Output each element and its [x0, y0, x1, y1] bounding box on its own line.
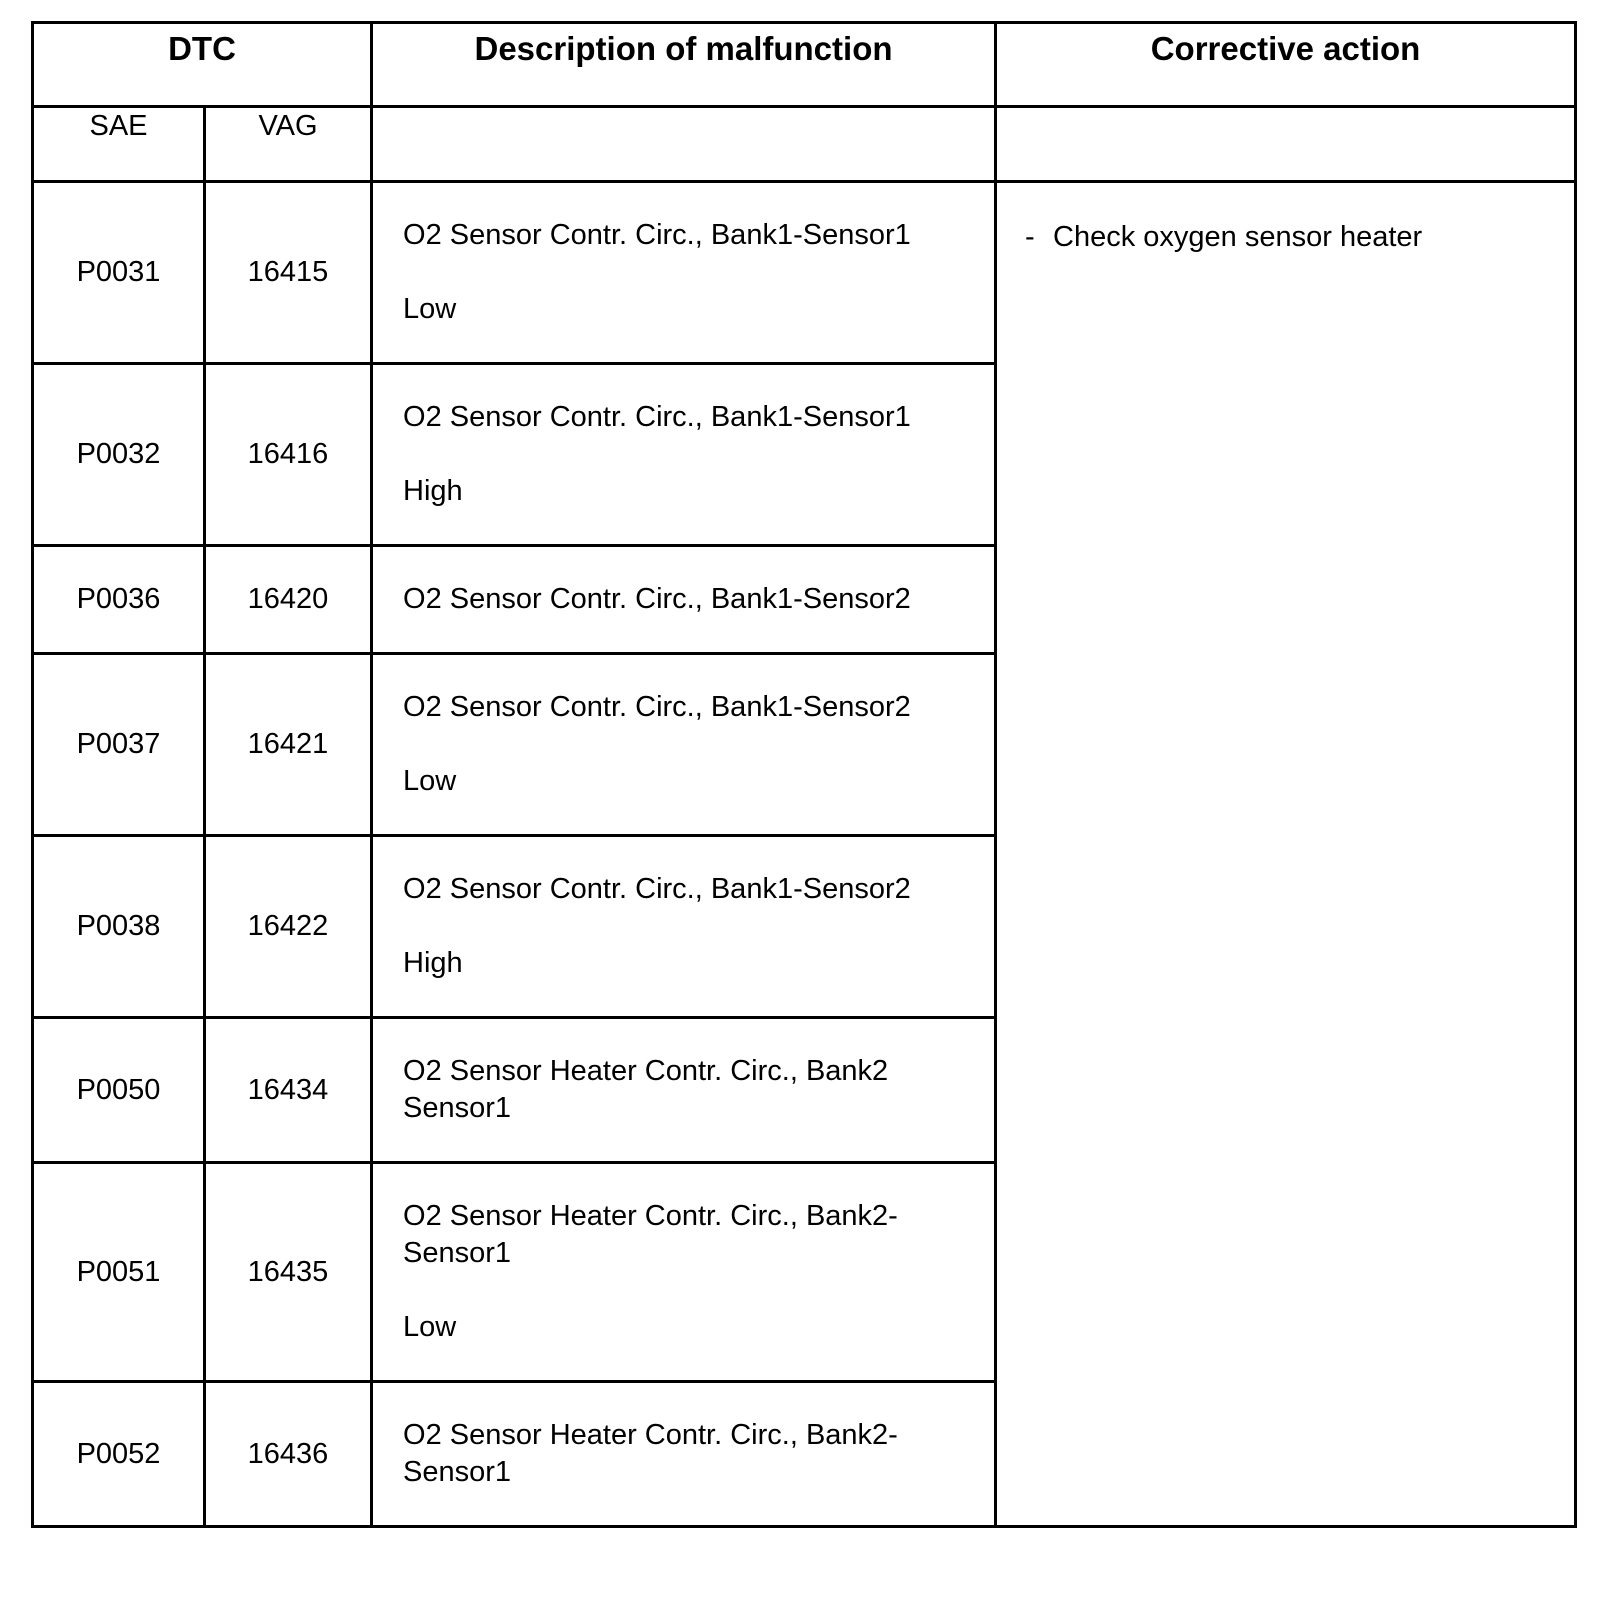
sae-code: P0031: [33, 182, 205, 364]
header-row: [33, 23, 1576, 107]
sae-code: P0037: [33, 654, 205, 836]
action-subheader: [996, 107, 1576, 182]
description-header: Description of malfunction: [372, 23, 996, 107]
vag-code: 16421: [205, 654, 372, 836]
vag-code: 16420: [205, 546, 372, 654]
dtc-table: [31, 21, 1577, 1528]
vag-code: 16422: [205, 836, 372, 1018]
sae-code: P0051: [33, 1163, 205, 1382]
vag-header: VAG: [205, 107, 372, 182]
vag-code: 16416: [205, 364, 372, 546]
malfunction-description: [372, 182, 996, 364]
sae-code: P0038: [33, 836, 205, 1018]
malfunction-description: [372, 1163, 996, 1382]
description-text: O2 Sensor Heater Contr. Circ., Bank2-Sensor1: [403, 1200, 898, 1269]
malfunction-description: [372, 546, 996, 654]
vag-code: 16436: [205, 1382, 372, 1527]
table-row: [33, 182, 1576, 364]
malfunction-description: [372, 836, 996, 1018]
description-text: O2 Sensor Contr. Circ., Bank1-Sensor1: [403, 401, 911, 433]
vag-code: 16415: [205, 182, 372, 364]
corrective-action-text: Check oxygen sensor heater: [1053, 221, 1423, 253]
condition-text: High: [403, 947, 463, 979]
bullet-dash: -: [1025, 221, 1035, 253]
sae-code: P0036: [33, 546, 205, 654]
malfunction-description: [372, 654, 996, 836]
subheader-row: [33, 107, 1576, 182]
corrective-action-header: Corrective action: [996, 23, 1576, 107]
description-text: O2 Sensor Contr. Circ., Bank1-Sensor2: [403, 691, 911, 723]
malfunction-description: [372, 364, 996, 546]
vag-code: 16435: [205, 1163, 372, 1382]
description-text: O2 Sensor Contr. Circ., Bank1-Sensor2: [403, 873, 911, 905]
sae-code: P0050: [33, 1018, 205, 1163]
vag-code: 16434: [205, 1018, 372, 1163]
description-text: O2 Sensor Contr. Circ., Bank1-Sensor2: [403, 583, 911, 615]
description-subheader: [372, 107, 996, 182]
malfunction-description: [372, 1018, 996, 1163]
condition-text: High: [403, 475, 463, 507]
dtc-header: DTC: [33, 23, 372, 107]
description-text: O2 Sensor Heater Contr. Circ., Bank2 Sensor1: [403, 1055, 889, 1124]
condition-text: Low: [403, 293, 457, 325]
condition-text: Low: [403, 1311, 457, 1343]
corrective-action-cell: [996, 182, 1576, 1527]
sae-code: P0052: [33, 1382, 205, 1527]
description-text: O2 Sensor Contr. Circ., Bank1-Sensor1: [403, 219, 911, 251]
sae-code: P0032: [33, 364, 205, 546]
description-text: O2 Sensor Heater Contr. Circ., Bank2-Sensor1: [403, 1419, 898, 1488]
condition-text: Low: [403, 765, 457, 797]
sae-header: SAE: [33, 107, 205, 182]
malfunction-description: [372, 1382, 996, 1527]
